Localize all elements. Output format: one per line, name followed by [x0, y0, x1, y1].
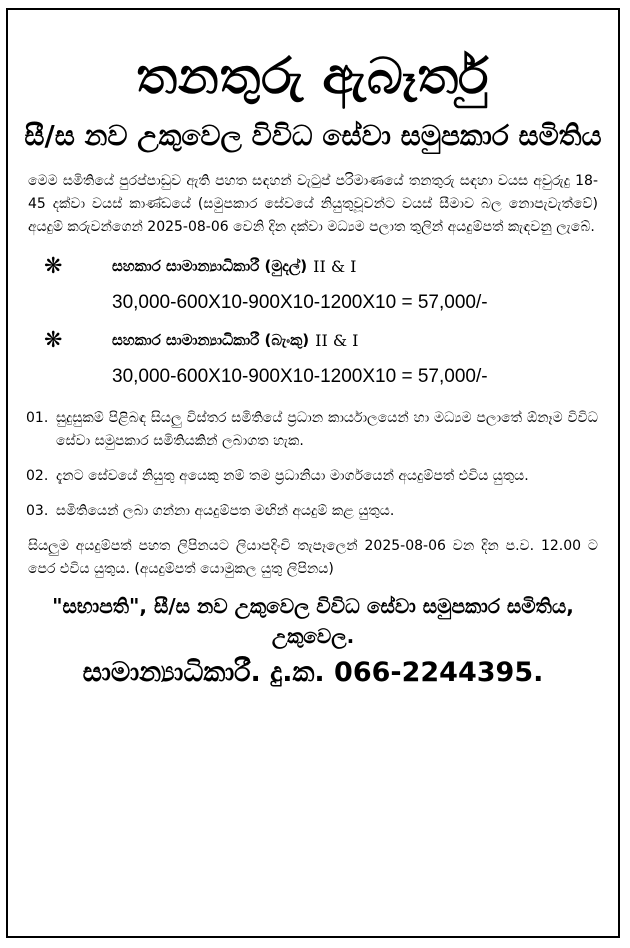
- submission-instructions: සියලුම අයදුම්පත් පහත ලිපිනයට ලියාපදිංචි තැපෑලෙන් 2025-08-06 වන දින ප.ව. 12.00 ට පෙර එවිය යුතුය. (අයදුම්පත් යොමුකල යුතු ලිපිනය): [28, 538, 598, 577]
- contact-line: සාමාන්‍යාධිකාරී. දු.ක. 066-2244395.: [82, 657, 544, 688]
- note-text: දැනට සේවයේ නියුතු අයෙකු නම් තම ප්‍රධානියා මාර්ගයෙන් අයදුම්පත් එවිය යුතුය.: [56, 468, 529, 484]
- post-title: සහකාර සාමාන්‍යාධිකාරී (බැංකු): [112, 331, 310, 349]
- notice-title: තනතුරු ඇබෑර්තු: [136, 47, 490, 105]
- post-grade: II & I: [315, 330, 359, 350]
- note-number: 03.: [26, 503, 49, 519]
- society-name: සී/ස නව උකුවෙල විවිධ සේවා සමුපකාර සමිතිය: [24, 119, 602, 152]
- note-item: [26, 407, 598, 453]
- post-list: [44, 249, 618, 397]
- note-text: සමිතියෙන් ලබා ගන්නා අයදුම්පත මඟින් අයදුම් කළ යුතුය.: [56, 503, 395, 519]
- note-item: [26, 465, 598, 488]
- note-text: සුදුසුකම් පිළිබඳ සියලු විස්තර සමිතියේ ප්‍රධාන කාර්යාලයෙන් හා මධ්‍යම පලාතේ ඕනෑම විවිධ සේවා සමුපකාර සමිතියකින් ලබාගත හැක.: [56, 410, 598, 449]
- notes-list: [26, 407, 598, 523]
- bullet-icon: ❋: [44, 327, 63, 353]
- post-salary-scale: 30,000-600X10-900X10-1200X10 = 57,000/-: [112, 292, 488, 313]
- job-vacancy-notice: [6, 8, 620, 938]
- note-item: [26, 500, 598, 523]
- intro-paragraph: මෙම සමිතියේ පුරප්පාඩුව ඇති පහත සඳහන් වැටුප් පරිමාණයේ තනතුරු සඳහා වයස අවුරුදු 18-45 දක්වා වයස් කාණ්ඩයේ (සමුපකාර සේවයේ නියුතුවූවන්ට වයස් සීමාව බල නොපැවැත්වේ) අයදුම් කරුවන්ගෙන් 2025-08-06 වෙනි දින දක්වා මධ්‍යම පලාත තුලින් අයදුම්පත් කැඳවනු ලැබේ.: [28, 173, 598, 235]
- post-title: සහකාර සාමාන්‍යාධිකාරී (මුදල්): [112, 257, 308, 275]
- note-number: 02.: [26, 468, 49, 484]
- post-item: [44, 249, 618, 323]
- bullet-icon: ❋: [44, 253, 63, 279]
- post-item: [44, 323, 618, 397]
- post-grade: II & I: [313, 256, 357, 276]
- post-salary-scale: 30,000-600X10-900X10-1200X10 = 57,000/-: [112, 366, 488, 387]
- note-number: 01.: [26, 410, 49, 426]
- postal-address: "සභාපති", සී/ස නව උකුවෙල විවිධ සේවා සමුපකාර සමිතිය, උකුවෙල.: [52, 594, 574, 648]
